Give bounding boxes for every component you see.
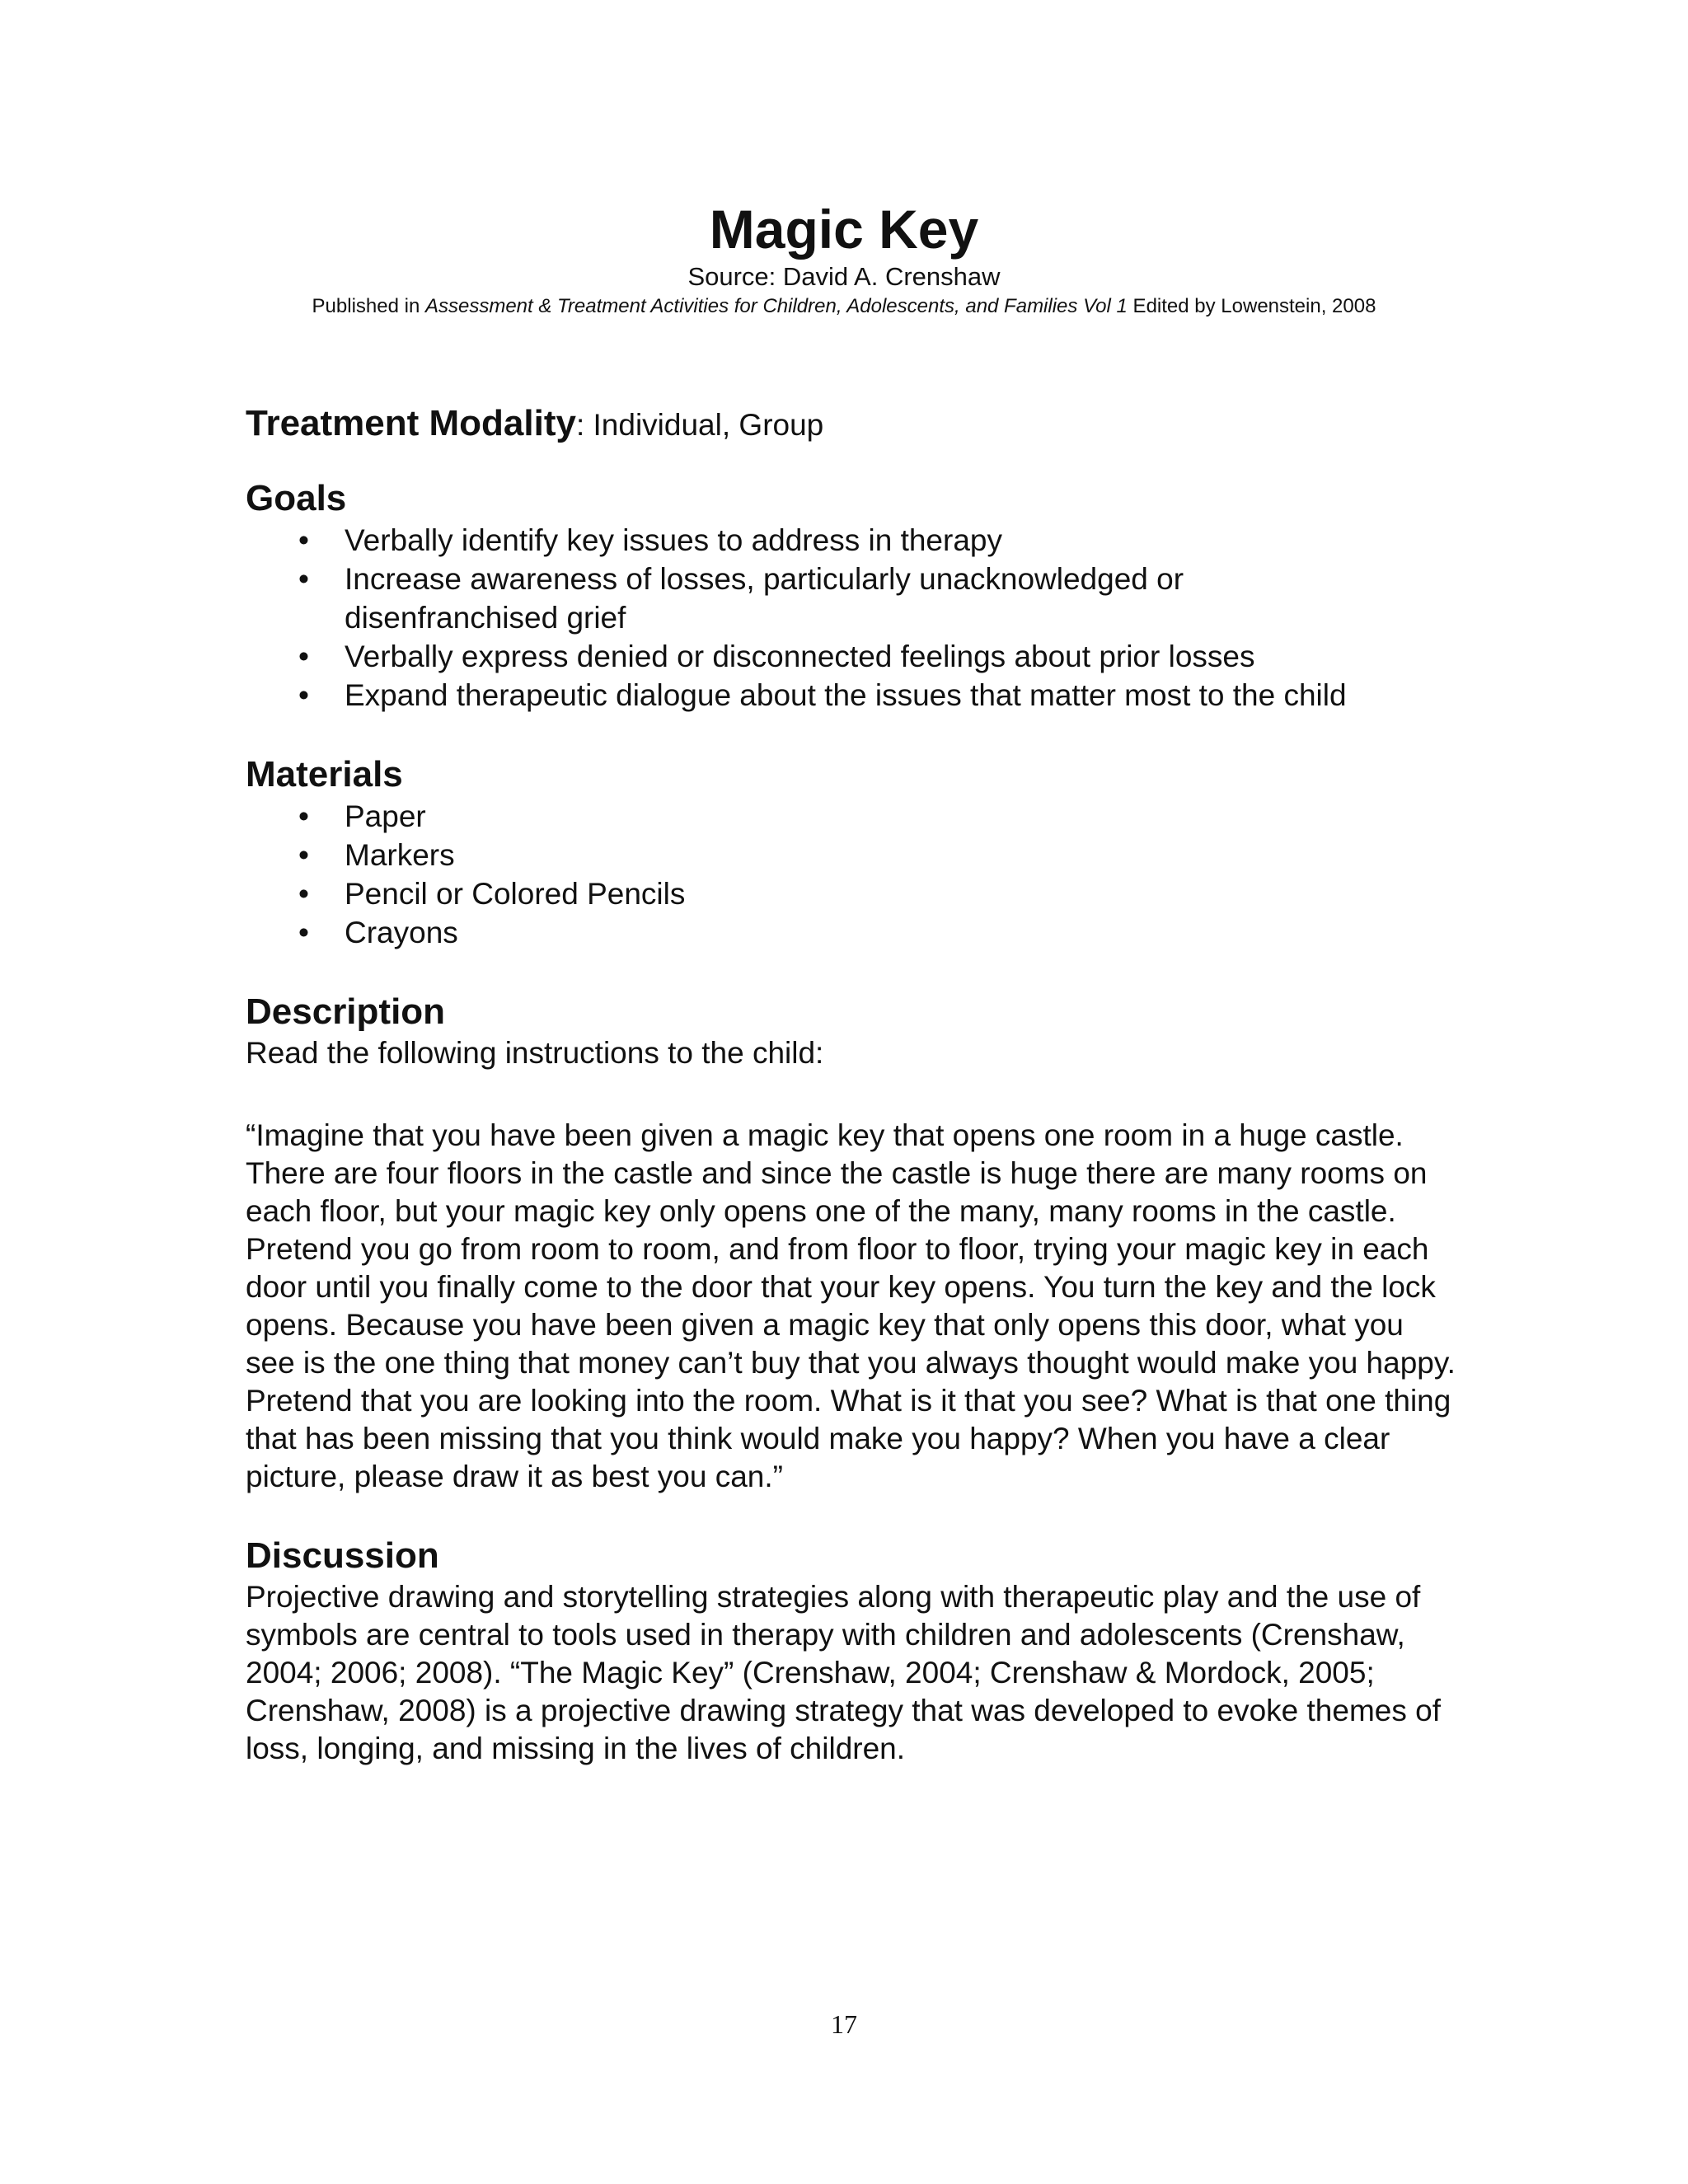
bullet-icon: • [298,640,309,673]
bullet-icon: • [298,916,309,949]
publication-line [0,292,1688,321]
bullet-icon: • [298,562,309,596]
document-header [0,196,1688,321]
description-section [246,990,1457,1496]
publication-book-title: Assessment & Treatment Activities for Children, Adolescents, and Families Vol 1 [424,295,1128,317]
list-item [298,560,1457,637]
bullet-icon: • [298,523,309,557]
description-intro: Read the following instructions to the child: [246,1036,824,1070]
treatment-modality [246,397,1457,452]
goal-text: Increase awareness of losses, particularly unacknowledged or disenfranchised grief [345,562,1184,635]
list-item [298,521,1457,560]
bullet-icon: • [298,678,309,712]
materials-section [246,752,1457,952]
material-text: Paper [345,799,426,833]
list-item [298,797,1457,836]
goal-text: Verbally express denied or disconnected feelings about prior losses [345,640,1255,673]
treatment-modality-value: : Individual, Group [575,408,824,442]
bullet-icon: • [298,799,309,833]
description-heading: Description [246,991,446,1032]
list-item [298,913,1457,952]
publication-suffix: Edited by Lowenstein, 2008 [1127,295,1376,317]
page-title: Magic Key [709,199,979,260]
goal-text: Verbally identify key issues to address in therapy [345,523,1002,557]
bullet-icon: • [298,877,309,911]
document-body [246,397,1457,1806]
goals-heading: Goals [246,478,347,518]
materials-list [246,797,1457,952]
goals-section [246,476,1457,715]
list-item [298,836,1457,874]
discussion-heading: Discussion [246,1535,439,1576]
discussion-section [246,1534,1457,1768]
material-text: Markers [345,838,455,872]
publication-prefix: Published in [312,295,425,317]
list-item [298,676,1457,715]
list-item [298,637,1457,676]
bullet-icon: • [298,838,309,872]
goal-text: Expand therapeutic dialogue about the issues that matter most to the child [345,678,1347,712]
material-text: Pencil or Colored Pencils [345,877,686,911]
material-text: Crayons [345,916,458,949]
source-line: Source: David A. Crenshaw [687,262,1001,291]
page-number: 17 [831,2009,857,2039]
list-item [298,874,1457,913]
description-quote: “Imagine that you have been given a magic key that opens one room in a huge castle. There are four floors in the castle and since the castle is huge there are many rooms on each floor, but your magic key only opens one of the many, many rooms in the castle. Pretend you go from room to room, and from floor to floor, trying your magic key in each door until you finally come to the door that your key opens. You turn the key and the lock opens. Because you have been given a magic key that only opens this door, what you see is the one thing that money can’t buy that you always thought would make you happy. Pretend that you are looking into the room. What is it that you see? What is that one thing that has been missing that you think would make you happy? When you have a clear picture, please draw it as best you can.” [246,1118,1456,1493]
materials-heading: Materials [246,754,403,794]
treatment-modality-label: Treatment Modality [246,403,576,443]
goals-list [246,521,1457,715]
discussion-text: Projective drawing and storytelling strategies along with therapeutic play and the use of symbols are central to tools used in therapy with children and adolescents (Crenshaw, 2004; 2006; 2008). “The Magic Key” (Crenshaw, 2004; Crenshaw & Mordock, 2005; Crenshaw, 2008) is a projective drawing strategy that was developed to evoke themes of loss, longing, and missing in the lives of children. [246,1580,1441,1765]
